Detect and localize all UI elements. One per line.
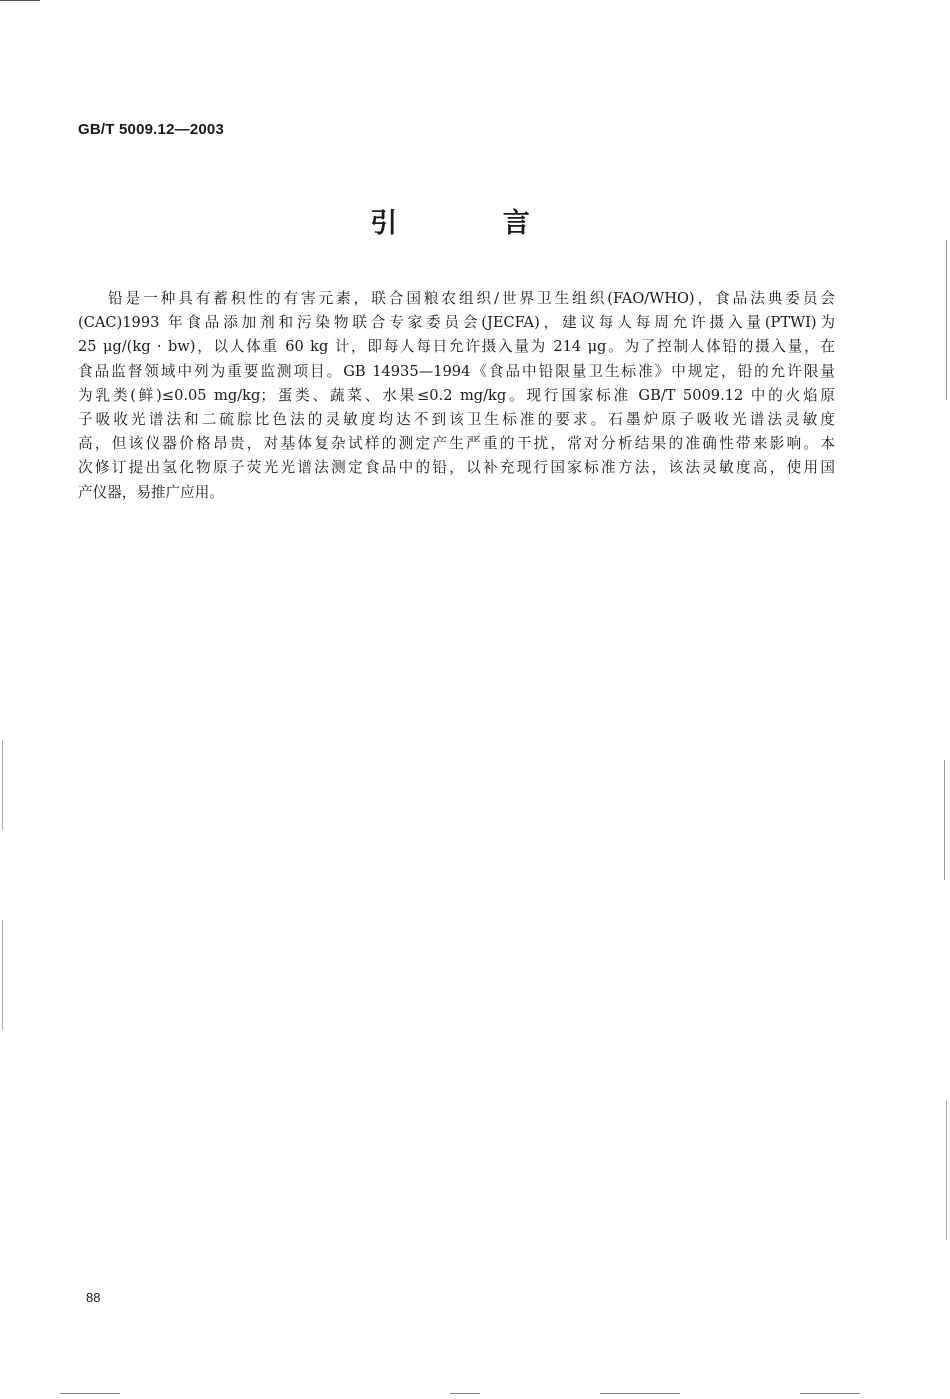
paragraph-line: 高，但该仪器价格昂贵，对基体复杂试样的测定产生严重的干扰，常对分析结果的准确性带来影响。本 (78, 435, 835, 453)
paragraph-line: 食品监督领域中列为重要监测项目。GB 14935—1994《食品中铅限量卫生标准》中规定，铅的允许限量 (78, 362, 835, 380)
scan-edge-mark (946, 1100, 947, 1240)
paragraph-line: 为乳类(鲜)≤0.05 mg/kg；蛋类、蔬菜、水果≤0.2 mg/kg。现行国家标准 GB/T 5009.12 中的火焰原 (78, 386, 835, 404)
scan-edge-mark (0, 0, 40, 1)
scan-edge-mark (944, 760, 945, 880)
standard-code: GB/T 5009.12—2003 (78, 121, 224, 138)
section-title: 引 言 (370, 208, 578, 239)
introduction-paragraph (78, 287, 835, 505)
page-number: 88 (86, 1290, 101, 1305)
paragraph-line: 铅是一种具有蓄积性的有害元素，联合国粮农组织/世界卫生组织(FAO/WHO)，食品法典委员会 (108, 290, 835, 307)
paragraph-line: (CAC)1993 年食品添加剂和污染物联合专家委员会(JECFA)，建议每人每周允许摄入量(PTWI)为 (78, 314, 835, 332)
scan-edge-mark (60, 1393, 120, 1394)
scan-edge-mark (946, 240, 947, 400)
paragraph-line: 子吸收光谱法和二硫腙比色法的灵敏度均达不到该卫生标准的要求。石墨炉原子吸收光谱法灵敏度 (78, 410, 835, 428)
scan-edge-mark (2, 920, 3, 1030)
scan-edge-mark (2, 740, 3, 830)
paragraph-line: 次修订提出氢化物原子荧光光谱法测定食品中的铅，以补充现行国家标准方法，该法灵敏度高，使用国 (78, 459, 835, 477)
scan-edge-mark (450, 1393, 480, 1394)
paragraph-line: 25 μg/(kg · bw)，以人体重 60 kg 计，即每人每日允许摄入量为 214 μg。为了控制人体铅的摄入量，在 (78, 338, 835, 356)
scan-edge-mark (800, 1393, 860, 1394)
paragraph-line: 产仪器，易推广应用。 (78, 483, 224, 501)
scan-edge-mark (600, 1393, 680, 1394)
